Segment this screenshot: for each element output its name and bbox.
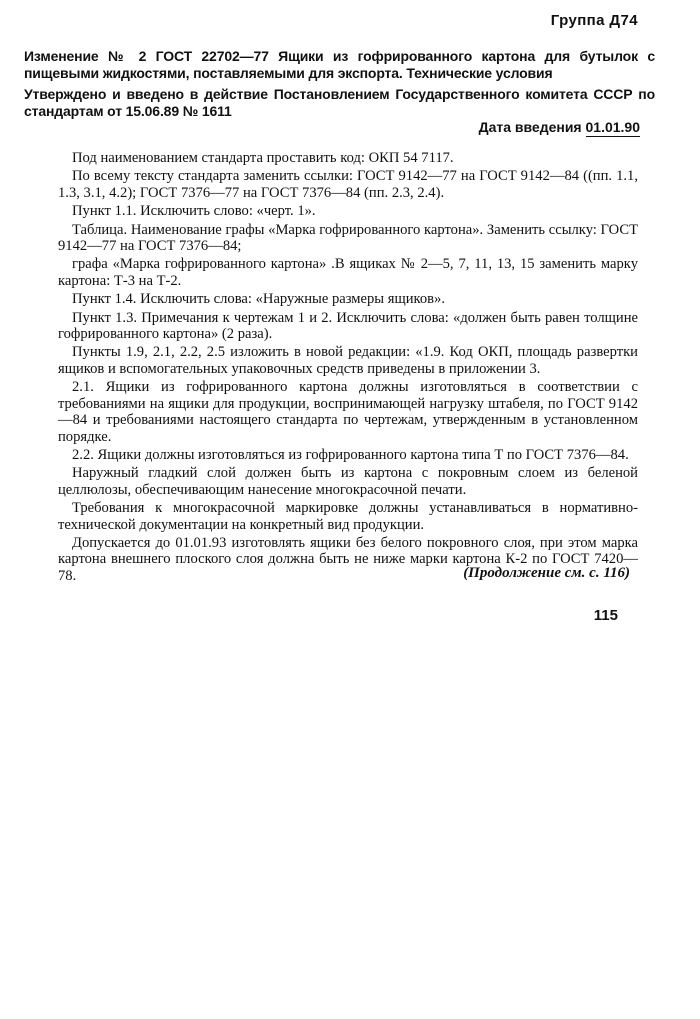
paragraph: 2.2. Ящики должны изготовляться из гофрированного картона типа Т по ГОСТ 7376—84.: [72, 446, 629, 463]
paragraph: 2.1. Ящики из гофрированного картона должны изготовляться в соответствии с требованиями на ящики для продукции, воспринимающей нагрузку штабеля, по ГОСТ 9142—84 и требованиями настоящего стандарта по чертежам, утвержденным в установленном порядке.: [58, 379, 638, 445]
paragraph: Пункт 1.4. Исключить слова: «Наружные размеры ящиков».: [72, 291, 445, 308]
paragraph: Под наименованием стандарта проставить код: ОКП 54 7117.: [72, 150, 454, 166]
group-code: Группа Д74: [550, 12, 638, 29]
paragraph: Допускается до 01.01.93 изготовлять ящики без белого покровного слоя, при этом марка картона внешнего плоского слоя должна быть не ниже марки картона К-2 по ГОСТ 7420—78.: [58, 534, 638, 584]
paragraph: Пункт 1.3. Примечания к чертежам 1 и 2. Исключить слова: «должен быть равен толщине гофрированного картона» (2 раза).: [58, 309, 638, 343]
paragraph: По всему тексту стандарта заменить ссылки: ГОСТ 9142—77 на ГОСТ 9142—84 ((пп. 1.1, 1.3, 3.1, 4.2); ГОСТ 7376—77 на ГОСТ 7376—84 (пп. 2.3, 2.4).: [58, 168, 638, 201]
effective-date: [479, 119, 640, 135]
document-header: [24, 48, 655, 124]
paragraph: Наружный гладкий слой должен быть из картона с покровным слоем из беленой целлюлозы, обеспечивающим нанесение многокрасочной печати.: [58, 465, 638, 498]
paragraph: Таблица. Наименование графы «Марка гофрированного картона». Заменить ссылку: ГОСТ 9142—77 на ГОСТ 7376—84;: [58, 221, 638, 255]
page-number: 115: [593, 607, 618, 624]
paragraph: Пункты 1.9, 2.1, 2.2, 2.5 изложить в новой редакции: «1.9. Код ОКП, площадь развертки ящиков и вспомогательных упаковочных средств приведены в приложении 3.: [58, 344, 638, 377]
paragraph: графа «Марка гофрированного картона» .В ящиках № 2—5, 7, 11, 13, 15 заменить марку картона: Т-3 на Т-2.: [58, 256, 638, 289]
approval-statement: Утверждено и введено в действие Постановлением Государственного комитета СССР по стандартам от 15.06.89 № 1611: [24, 86, 655, 119]
paragraph: Требования к многокрасочной маркировке должны устанавливаться в нормативно-технической документации на конкретный вид продукции.: [58, 500, 638, 533]
date-value: 01.01.90: [585, 119, 640, 135]
paragraph: Пункт 1.1. Исключить слово: «черт. 1».: [72, 203, 316, 220]
continuation-note: (Продолжение см. с. 116): [463, 565, 630, 581]
change-title: Изменение № 2 ГОСТ 22702—77 Ящики из гофрированного картона для бутылок с пищевыми жидкостями, поставляемыми для экспорта. Технические условия: [24, 48, 655, 81]
document-body: [58, 150, 638, 586]
date-label: Дата введения: [478, 119, 582, 135]
